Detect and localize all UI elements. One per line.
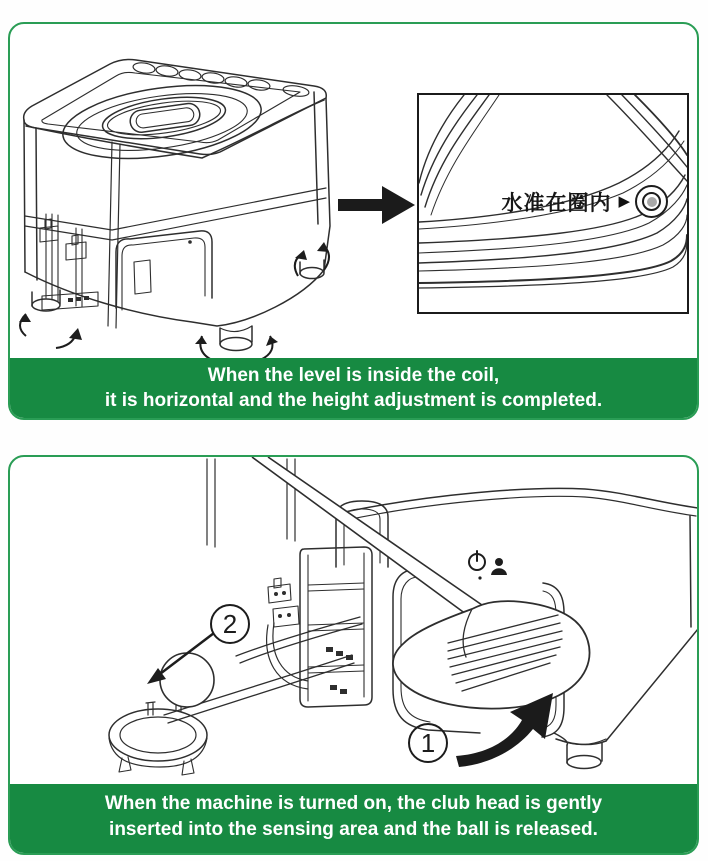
level-indicator-icon xyxy=(635,185,668,218)
leveling-caption xyxy=(8,358,699,420)
user-icon xyxy=(491,558,507,575)
step-1-badge: 1 xyxy=(408,723,448,763)
step-2-badge: 2 xyxy=(210,604,250,644)
club-head xyxy=(393,601,590,708)
power-icon xyxy=(469,551,485,580)
caption-line: When the level is inside the coil, xyxy=(207,365,500,386)
level-detail-box xyxy=(417,93,689,314)
caption-line: it is horizontal and the height adjustment is completed. xyxy=(104,390,603,411)
leveling-panel xyxy=(8,22,699,420)
pointer-right-icon: ▶ xyxy=(618,193,630,210)
club-insertion-illustration xyxy=(10,457,699,795)
level-callout xyxy=(501,185,668,218)
caption-line: inserted into the sensing area and the ball is released. xyxy=(109,819,598,840)
golf-ball xyxy=(160,653,214,707)
machine-isometric-illustration xyxy=(12,30,357,360)
level-bubble xyxy=(647,197,657,207)
level-label: 水准在圈内 xyxy=(501,191,612,215)
level-inner-ring xyxy=(642,192,661,211)
zoom-arrow-icon xyxy=(338,184,416,226)
ball-release-caption xyxy=(8,784,699,855)
caption-line: When the machine is turned on, the club head is gently xyxy=(104,793,603,814)
ball-release-panel xyxy=(8,455,699,855)
